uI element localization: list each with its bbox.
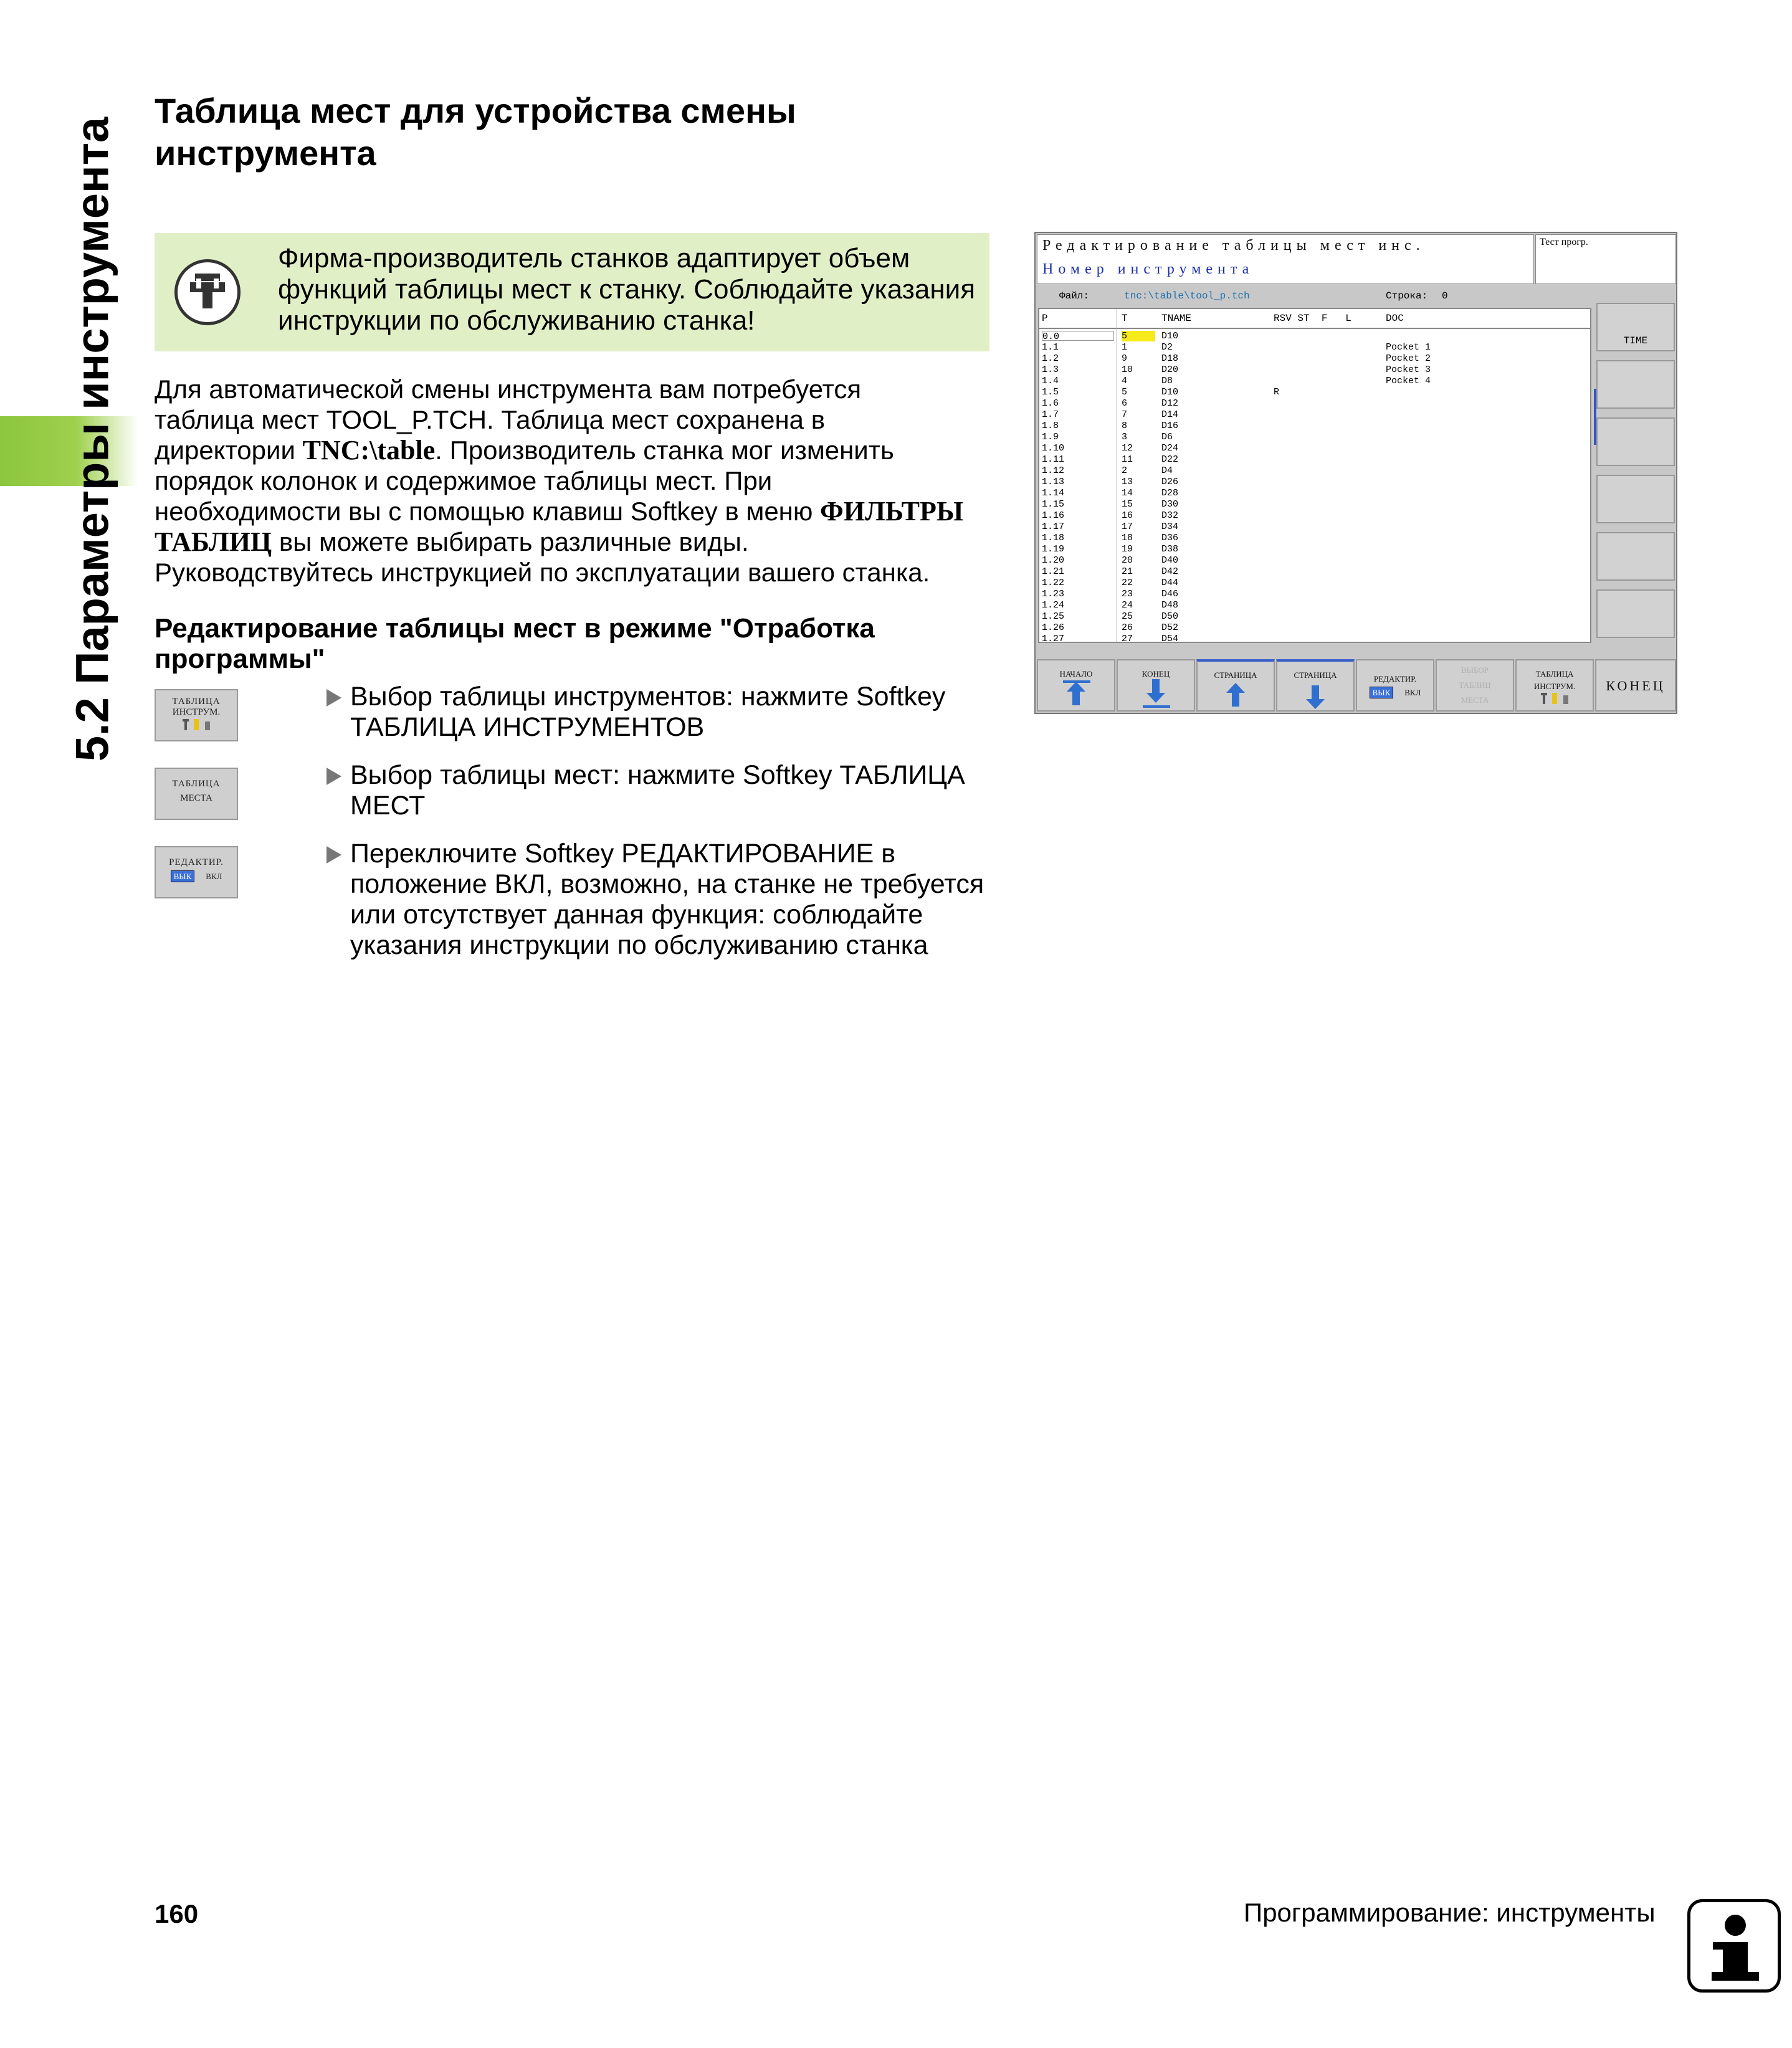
table-cell: 26 — [1122, 622, 1133, 633]
table-cell: 20 — [1122, 555, 1133, 566]
bullet-arrow-icon — [326, 768, 341, 785]
table-cell: 1.10 — [1042, 443, 1065, 454]
table-cell: D36 — [1161, 533, 1179, 543]
table-cell: 1.7 — [1042, 409, 1059, 420]
table-cell: D10 — [1161, 387, 1179, 398]
table-cell: D38 — [1161, 544, 1179, 555]
table-row — [1039, 555, 1590, 566]
table-row — [1039, 588, 1590, 599]
table-cell: D12 — [1161, 398, 1179, 409]
softkey-empty-2 — [1596, 417, 1675, 466]
table-cell: D32 — [1161, 510, 1179, 521]
table-row — [1039, 454, 1590, 465]
line-value: 0 — [1442, 290, 1448, 302]
softkey-empty-3 — [1596, 475, 1675, 523]
table-cell: D26 — [1161, 477, 1179, 487]
table-cell: 1.19 — [1042, 544, 1065, 555]
line-label: Строка: — [1386, 290, 1428, 302]
file-path: tnc:\table\tool_p.tch — [1124, 290, 1250, 302]
table-row — [1039, 364, 1590, 375]
table-cell: D14 — [1161, 409, 1179, 420]
table-cell: D48 — [1161, 600, 1179, 611]
page-title — [155, 90, 902, 174]
softkey-page-up: СТРАНИЦА — [1196, 659, 1275, 712]
table-cell: D2 — [1161, 342, 1173, 353]
table-cell: 1.14 — [1042, 488, 1065, 498]
table-row — [1039, 543, 1590, 555]
table-cell: 1.24 — [1042, 600, 1065, 611]
softkey-page-down: СТРАНИЦА — [1276, 659, 1355, 712]
tools-icon — [1536, 692, 1573, 705]
table-row — [1039, 487, 1590, 498]
tnc-screen-screenshot — [1034, 232, 1677, 714]
table-cell: 1.13 — [1042, 477, 1065, 487]
table-cell: 1.12 — [1042, 465, 1065, 476]
softkey-edit: РЕДАКТИР. ВЫК ВКЛ — [1356, 659, 1434, 712]
softkey-empty-5 — [1596, 589, 1675, 638]
table-row — [1039, 330, 1590, 341]
info-icon — [1687, 1899, 1781, 1993]
softkey-empty-1 — [1596, 360, 1675, 409]
table-row — [1039, 633, 1590, 643]
table-cell: 5 — [1122, 387, 1128, 398]
table-cell: 1.17 — [1042, 522, 1065, 532]
screen-mode-title: Редактирование таблицы мест инс. — [1042, 237, 1425, 254]
table-cell: 1.23 — [1042, 589, 1065, 599]
table-cell: D20 — [1161, 364, 1179, 375]
table-cell: R — [1274, 387, 1280, 398]
arrow-down-icon — [1312, 685, 1319, 699]
table-cell: 17 — [1122, 522, 1133, 532]
pocket-table-body — [1039, 330, 1590, 643]
table-cell: 1.4 — [1042, 376, 1059, 386]
table-cell: D10 — [1161, 331, 1179, 341]
chapter-name: Программирование: инструменты — [1244, 1898, 1656, 1927]
table-cell: 18 — [1122, 533, 1133, 543]
table-cell: 13 — [1122, 477, 1133, 487]
table-cell: 2 — [1122, 465, 1128, 476]
table-cell: 8 — [1122, 421, 1128, 431]
page-title-line-1: Таблица мест для устройства смены — [155, 91, 796, 130]
table-cell: 1.21 — [1042, 566, 1065, 577]
step-1: Выбор таблицы инструментов: нажмите Softkey ТАБЛИЦА ИНСТРУМЕНТОВ — [326, 682, 1023, 743]
table-cell: 15 — [1122, 499, 1133, 510]
bullet-arrow-icon — [326, 846, 341, 864]
note-text — [278, 243, 982, 336]
table-cell: D6 — [1161, 432, 1173, 442]
machine-tool-icon — [174, 259, 241, 325]
arrow-up-icon — [1072, 692, 1080, 705]
table-cell: 1.6 — [1042, 398, 1059, 409]
col-header-p: P — [1042, 313, 1048, 324]
table-cell: 1.11 — [1042, 454, 1065, 465]
table-row — [1039, 599, 1590, 611]
note-line: инструкции по обслуживанию станка! — [278, 305, 755, 336]
toggle-off-state: ВЫК — [171, 870, 195, 882]
table-row — [1039, 409, 1590, 420]
table-cell: Pocket 3 — [1386, 364, 1431, 375]
table-row — [1039, 353, 1590, 364]
table-cell: 1.22 — [1042, 578, 1065, 588]
table-row — [1039, 341, 1590, 353]
table-cell: 21 — [1122, 566, 1133, 577]
machine-note-box — [155, 233, 989, 351]
softkey-tool-table: ТАБЛИЦА ИНСТРУМ. — [155, 689, 238, 741]
table-cell: Pocket 2 — [1386, 353, 1431, 364]
softkey-begin: НАЧАЛО — [1037, 659, 1115, 712]
table-row — [1039, 521, 1590, 532]
table-cell: 27 — [1122, 634, 1133, 643]
table-cell: 11 — [1122, 454, 1133, 465]
step-2: Выбор таблицы мест: нажмите Softkey ТАБЛИЦА МЕСТ — [326, 760, 1023, 821]
table-row — [1039, 465, 1590, 476]
table-cell: 1.26 — [1042, 622, 1065, 633]
arrow-up-icon — [1232, 693, 1239, 707]
table-cell: D34 — [1161, 522, 1179, 532]
table-row — [1039, 431, 1590, 442]
table-cell: 1.5 — [1042, 387, 1059, 398]
table-cell: D16 — [1161, 421, 1179, 431]
table-row — [1039, 386, 1590, 398]
table-cell: D40 — [1161, 555, 1179, 566]
table-cell: D42 — [1161, 566, 1179, 577]
table-cell: D52 — [1161, 622, 1179, 633]
softkey-exit: КОНЕЦ — [1595, 659, 1676, 712]
table-cell: 6 — [1122, 398, 1128, 409]
table-cell: D18 — [1161, 353, 1179, 364]
bullet-arrow-icon — [326, 689, 341, 707]
screen-mode-header — [1037, 234, 1534, 284]
table-cell: D28 — [1161, 488, 1179, 498]
menu-name-bold: ТАБЛИЦ — [155, 526, 272, 557]
table-cell: D22 — [1161, 454, 1179, 465]
table-row — [1039, 622, 1590, 633]
intro-paragraph: Для автоматической смены инструмента вам потребуется таблица мест TOOL_P.TCH. Таблица мест сохранена в директории TNC:\table. Производитель станка мог изменить порядок колонок и содержимое таблицы мест. При необходимости вы с помощью клавиш Softkey в меню ФИЛЬТРЫ ТАБЛИЦ вы можете выбирать различные виды. Руководствуйтесь инструкцией по эксплуатации вашего станка. — [155, 374, 964, 587]
table-cell: 1.16 — [1042, 510, 1065, 521]
table-cell: 10 — [1122, 364, 1133, 375]
screen-file-row — [1037, 287, 1591, 305]
tools-icon — [178, 718, 215, 731]
table-row — [1039, 577, 1590, 588]
table-row — [1039, 442, 1590, 454]
softkey-empty-4 — [1596, 532, 1675, 581]
table-cell: D54 — [1161, 634, 1179, 643]
softkey-end: КОНЕЦ — [1117, 659, 1195, 712]
section-side-title: 5.2 Параметры инструмента — [66, 117, 118, 762]
table-cell: Pocket 4 — [1386, 376, 1431, 386]
table-cell: 1.27 — [1042, 634, 1065, 643]
table-cell: 5 — [1122, 331, 1155, 341]
section-subheading: Редактирование таблицы мест в режиме "Отработка программы" — [155, 613, 875, 674]
table-cell: 24 — [1122, 600, 1133, 611]
table-cell: Pocket 1 — [1386, 342, 1431, 353]
table-cell: 1.2 — [1042, 353, 1059, 364]
softkey-time: TIME — [1596, 303, 1675, 351]
table-cell: 1.18 — [1042, 533, 1065, 543]
table-cell: D8 — [1161, 376, 1173, 386]
table-cell: 1.25 — [1042, 611, 1065, 622]
directory-path: TNC:\table — [302, 435, 436, 465]
col-header-flags: RSV ST F L — [1274, 313, 1351, 324]
toggle-off-state: ВЫК — [1370, 687, 1394, 698]
table-cell: 25 — [1122, 611, 1133, 622]
col-header-t: T — [1122, 313, 1128, 324]
table-cell: 4 — [1122, 376, 1128, 386]
table-cell: 1.20 — [1042, 555, 1065, 566]
arrow-down-icon — [1152, 679, 1160, 693]
table-cell: 23 — [1122, 589, 1133, 599]
table-cell: 1 — [1122, 342, 1128, 353]
table-cell: D44 — [1161, 578, 1179, 588]
table-row — [1039, 498, 1590, 510]
table-cell: 0.0 — [1042, 331, 1114, 341]
table-cell: 1.15 — [1042, 499, 1065, 510]
horizontal-softkey-bar — [1037, 659, 1676, 713]
col-header-doc: DOC — [1386, 313, 1404, 324]
screen-second-mode: Тест прогр. — [1535, 234, 1676, 284]
table-cell: D50 — [1161, 611, 1179, 622]
page-title-line-2: инструмента — [155, 133, 376, 173]
table-row — [1039, 398, 1590, 409]
pocket-table-header — [1039, 309, 1590, 329]
table-cell: 7 — [1122, 409, 1128, 420]
softkey-select-pocket-table: ВЫБОР ТАБЛИЦ МЕСТА — [1436, 659, 1514, 712]
softkey-pocket-table: ТАБЛИЦА МЕСТА — [155, 768, 238, 820]
table-cell: 1.9 — [1042, 432, 1059, 442]
table-row — [1039, 611, 1590, 622]
table-cell: 14 — [1122, 488, 1133, 498]
table-cell: 9 — [1122, 353, 1128, 364]
table-cell: D24 — [1161, 443, 1179, 454]
table-cell: 1.8 — [1042, 421, 1059, 431]
table-cell: 19 — [1122, 544, 1133, 555]
table-cell: D30 — [1161, 499, 1179, 510]
step-3: Переключите Softkey РЕДАКТИРОВАНИЕ в положение ВКЛ, возможно, на станке не требуется или отсутствует данная функция: соблюдайте указания инструкции по обслуживанию станка — [326, 839, 1023, 961]
note-line: Фирма-производитель станков адаптирует объем — [278, 243, 910, 274]
softkey-edit-toggle: РЕДАКТИР. ВЫК ВКЛ — [155, 846, 238, 898]
table-row — [1039, 476, 1590, 487]
toggle-on-state: ВКЛ — [206, 872, 222, 881]
table-row — [1039, 532, 1590, 543]
toggle-on-state: ВКЛ — [1404, 688, 1421, 697]
table-cell: 1.3 — [1042, 364, 1059, 375]
table-cell: 3 — [1122, 432, 1128, 442]
table-row — [1039, 420, 1590, 431]
note-line: функций таблицы мест к станку. Соблюдайте указания — [278, 274, 976, 305]
table-cell: 22 — [1122, 578, 1133, 588]
pocket-table — [1038, 308, 1591, 643]
table-cell: D46 — [1161, 589, 1179, 599]
table-row — [1039, 566, 1590, 577]
table-cell: 12 — [1122, 443, 1133, 454]
table-cell: 16 — [1122, 510, 1133, 521]
softkey-tool-table-screen: ТАБЛИЦА ИНСТРУМ. — [1515, 659, 1594, 712]
table-row — [1039, 510, 1590, 521]
file-label: Файл: — [1059, 290, 1090, 302]
page-number: 160 — [155, 1899, 199, 1928]
table-cell: D4 — [1161, 465, 1173, 476]
menu-name-bold: ФИЛЬТРЫ — [820, 496, 964, 526]
screen-mode-subtitle: Номер инструмента — [1042, 261, 1254, 277]
col-header-tname: TNAME — [1161, 313, 1192, 324]
table-row — [1039, 375, 1590, 386]
table-cell: 1.1 — [1042, 342, 1059, 353]
